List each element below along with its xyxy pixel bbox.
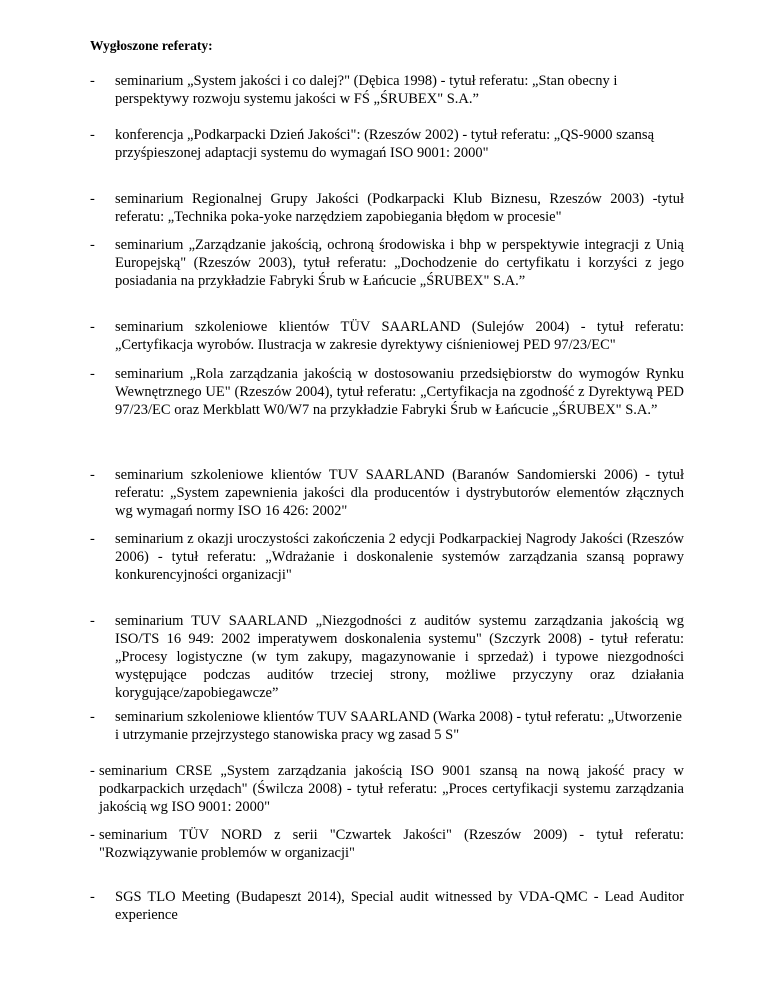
list-item-text: seminarium szkoleniowe klientów TÜV SAARLAND (Sulejów 2004) - tytuł referatu: „Certyfikacja wyrobów. Ilustracja w zakresie dyrektywy ciśnieniowej PED 97/23/EC" bbox=[115, 319, 684, 353]
list-item-text: seminarium „Zarządzanie jakością, ochroną środowiska i bhp w perspektywie integracji z Unią Europejską" (Rzeszów 2003), tytuł referatu: „Dochodzenie do certyfikatu i korzyści z jego posiadania na przykładzie Fabryki Śrub w Łańcucie „ŚRUBEX" S.A.” bbox=[115, 237, 684, 289]
list-item bbox=[90, 72, 684, 108]
list-item-text: seminarium szkoleniowe klientów TUV SAARLAND (Baranów Sandomierski 2006) - tytuł referatu: „System zapewnienia jakości dla producentów i dystrybutorów elementów złącznych wg wymagań normy ISO 16 426: 2002" bbox=[115, 467, 684, 519]
list-item bbox=[90, 530, 684, 584]
list-bullet-dash: - bbox=[90, 237, 95, 253]
section-heading: Wygłoszone referaty: bbox=[90, 38, 213, 53]
list-item-text: seminarium „System jakości i co dalej?" (Dębica 1998) - tytuł referatu: „Stan obecny i perspektywy rozwoju systemu jakości w FŚ „ŚRUBEX" S.A.” bbox=[115, 73, 618, 107]
list-item bbox=[90, 708, 684, 744]
list-item bbox=[90, 318, 684, 354]
list-item bbox=[90, 612, 684, 702]
list-item bbox=[90, 762, 684, 816]
list-bullet-dash: - bbox=[90, 73, 95, 89]
list-item bbox=[90, 190, 684, 226]
list-item bbox=[90, 236, 684, 290]
list-bullet-dash: - bbox=[90, 191, 95, 207]
list-bullet-dash: - bbox=[90, 531, 95, 547]
list-item-text: seminarium Regionalnej Grupy Jakości (Podkarpacki Klub Biznesu, Rzeszów 2003) -tytuł referatu: „Technika poka-yoke narzędziem zapobiegania błędom w procesie" bbox=[115, 191, 684, 225]
list-item-text: konferencja „Podkarpacki Dzień Jakości": (Rzeszów 2002) - tytuł referatu: „QS-9000 szansą przyśpieszonej adaptacji systemu do wymagań ISO 9001: 2000" bbox=[115, 127, 655, 161]
list-bullet-dash: - bbox=[90, 827, 95, 843]
list-bullet-dash: - bbox=[90, 763, 95, 779]
list-item-text: seminarium TUV SAARLAND „Niezgodności z auditów systemu zarządzania jakością wg ISO/TS 16 949: 2002 imperatywem doskonalenia systemu" (Szczyrk 2008) - tytuł referatu: „Procesy logistyczne (w tym zakupy, magazynowanie i sprzedaż) i typowe niezgodności występujące podczas auditów trzeciej strony, możliwe przyczyny oraz działania korygujące/zapobiegawcze” bbox=[115, 613, 684, 701]
list-item bbox=[90, 466, 684, 520]
list-bullet-dash: - bbox=[90, 889, 95, 905]
list-bullet-dash: - bbox=[90, 613, 95, 629]
list-item-text: seminarium z okazji uroczystości zakończenia 2 edycji Podkarpackiej Nagrody Jakości (Rzeszów 2006) - tytuł referatu: „Wdrażanie i doskonalenie systemów zarządzania szansą poprawy konkurencyjności organizacji" bbox=[115, 531, 684, 583]
list-item bbox=[90, 126, 684, 162]
list-bullet-dash: - bbox=[90, 127, 95, 143]
list-item bbox=[90, 826, 684, 862]
list-item-text: seminarium szkoleniowe klientów TUV SAARLAND (Warka 2008) - tytuł referatu: „Utworzenie i utrzymanie przejrzystego stanowiska pracy wg zasad 5 S" bbox=[115, 709, 682, 743]
list-item bbox=[90, 888, 684, 924]
list-item-text: SGS TLO Meeting (Budapeszt 2014), Special audit witnessed by VDA-QMC - Lead Auditor experience bbox=[115, 889, 684, 923]
list-item-text: seminarium „Rola zarządzania jakością w dostosowaniu przedsiębiorstw do wymogów Rynku Wewnętrznego UE" (Rzeszów 2004), tytuł referatu: „Certyfikacja na zgodność z Dyrektywą PED 97/23/EC oraz Merkblatt W0/W7 na przykładzie Fabryki Śrub w Łańcucie „ŚRUBEX" S.A.” bbox=[115, 366, 684, 418]
list-bullet-dash: - bbox=[90, 709, 95, 725]
list-item bbox=[90, 365, 684, 419]
list-item-text: seminarium CRSE „System zarządzania jakością ISO 9001 szansą na nową jakość pracy w podkarpackich urzędach" (Świlcza 2008) - tytuł referatu: „Proces certyfikacji systemu zarządzania jakością wg ISO 9001: 2000" bbox=[99, 763, 684, 815]
list-bullet-dash: - bbox=[90, 467, 95, 483]
list-bullet-dash: - bbox=[90, 319, 95, 335]
list-bullet-dash: - bbox=[90, 366, 95, 382]
list-item-text: seminarium TÜV NORD z serii "Czwartek Jakości" (Rzeszów 2009) - tytuł referatu: "Rozwiązywanie problemów w organizacji" bbox=[99, 827, 684, 861]
